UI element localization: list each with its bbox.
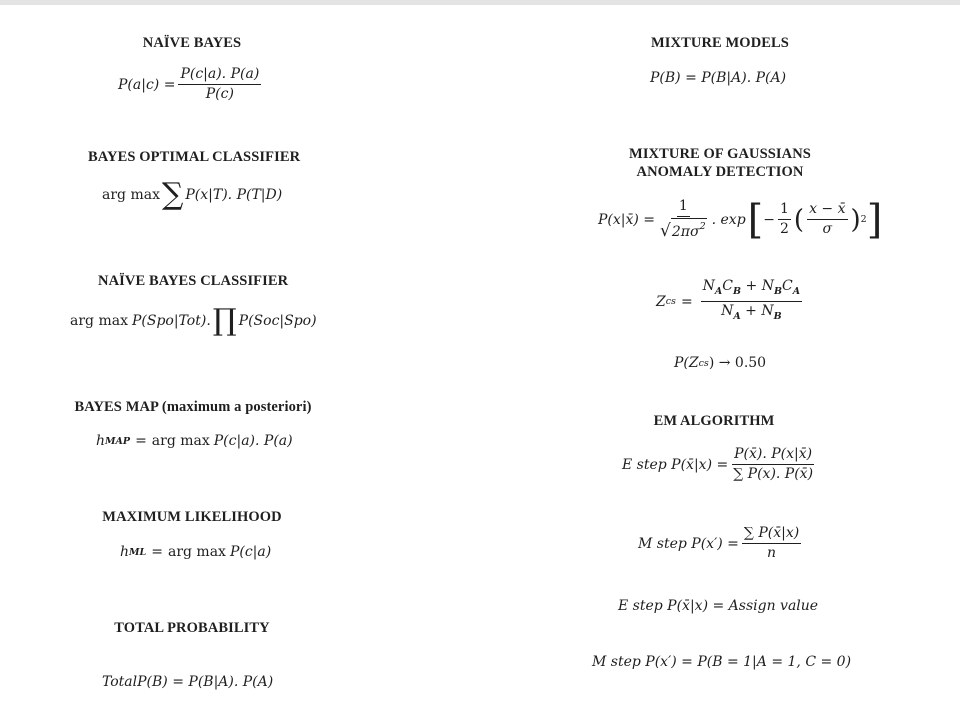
mixture-models-heading: MIXTURE MODELS [651,35,789,51]
em-mstep-formula [638,525,804,562]
bayes-optimal-formula [102,177,283,212]
mixture-models-text: P(B) = P(B|A). P(A) [650,70,787,86]
argmax-label: arg max [102,187,160,203]
pzcs-formula [674,355,766,371]
z-numerator: x − x̄ [807,201,847,220]
naive-bayes-denominator: P(c) [205,86,234,102]
product-symbol: ∏ [212,303,237,338]
zcs-denominator: $N_A + N_B$ [721,303,782,322]
mstep-fraction [742,525,801,562]
minus-sign: − [763,211,775,228]
naive-bayes-numerator: P(c|a). P(a) [178,66,261,85]
ml-subscript: ML [129,546,147,558]
em-mstep-assign [592,654,851,670]
h-symbol: h [96,433,106,449]
argmax-label: arg max [70,313,128,329]
equals-sign: = [135,433,147,449]
estep-numerator: P(x̄). P(x|x̄) [732,446,814,465]
half-denominator: 2 [780,221,789,237]
gaussians-heading-line1: MIXTURE OF GAUSSIANS [629,146,811,162]
total-probability-text: TotalP(B) = P(B|A). P(A) [102,674,274,690]
max-likelihood-heading: MAXIMUM LIKELIHOOD [102,509,282,525]
estep-assign-text: E step P(x̄|x) = Assign value [618,598,819,614]
mixture-models-formula [650,70,786,86]
sqrt-radicand: 2πσ [671,224,700,240]
mstep-assign-text: M step P(x′) = P(B = 1|A = 1, C = 0) [592,654,852,670]
bayes-map-heading: BAYES MAP (maximum a posteriori) [74,399,312,415]
sigma-exponent: 2 [699,221,706,232]
gaussians-heading-line2: ANOMALY DETECTION [636,164,804,180]
page-top-edge [0,0,960,5]
mstep-numerator: ∑ P(x̄|x) [742,525,801,544]
max-likelihood-formula [120,544,271,560]
zcs-fraction [701,278,802,325]
naive-bayes-heading: NAÏVE BAYES [142,35,242,51]
max-likelihood-body: P(c|a) [229,544,272,560]
em-algorithm-heading: EM ALGORITHM [653,413,775,429]
half-fraction [778,201,791,238]
exp-label: . exp [711,211,746,228]
gaussian-norm-numerator: 1 [677,198,690,217]
pzcs-rhs: ) → 0.50 [708,355,767,371]
cs-subscript: cs [698,357,709,369]
z-symbol: Z [656,293,666,310]
map-subscript: MAP [105,435,131,447]
equals-sign: = [151,544,163,560]
naive-classifier-heading: NAÏVE BAYES CLASSIFIER [98,273,289,289]
em-estep-formula [622,446,818,483]
half-numerator: 1 [778,201,791,220]
bayes-map-body: P(c|a). P(a) [213,433,293,449]
mstep-lhs: M step P(x′) = [638,535,739,552]
outer-exponent: 2 [860,214,867,225]
gaussian-norm-fraction [658,198,709,241]
estep-fraction [731,446,815,483]
zcs-numerator: $N_AC_B + N_BC_A$ [701,278,802,302]
naive-classifier-part1: P(Spo|Tot). [131,313,211,329]
left-paren: ( [793,204,805,235]
sum-symbol: ∑ [161,177,184,212]
bayes-optimal-body: P(x|T). P(T|D) [185,187,283,203]
estep-lhs: E step P(x̄|x) = [622,456,729,473]
naive-bayes-formula [118,66,264,103]
pzcs-lhs: P(Z [674,355,699,371]
cs-subscript: cs [665,296,676,307]
argmax-label: arg max [167,544,226,560]
gaussian-lhs: P(x|x̄) = [598,211,656,228]
mstep-denominator: n [767,545,777,561]
estep-denominator: ∑ P(x). P(x̄) [733,466,814,482]
h-symbol: h [120,544,130,560]
sqrt-symbol: √ $2\pi\sigma^2$ [660,218,707,240]
z-fraction [807,201,847,238]
equals-sign: = [680,293,693,310]
right-paren: ) [850,204,861,235]
bayes-map-formula [96,433,293,449]
em-estep-assign [618,598,818,614]
naive-bayes-lhs: P(a|c) = [118,76,176,93]
left-bracket: [ [747,196,764,243]
bayes-optimal-heading: BAYES OPTIMAL CLASSIFIER [88,149,301,165]
naive-bayes-fraction [178,66,261,103]
z-denominator: σ [822,221,833,237]
zcs-formula [656,278,805,325]
gaussian-formula [598,198,882,241]
naive-classifier-part2: P(Soc|Spo) [238,313,317,329]
naive-classifier-formula [70,303,317,338]
total-probability-heading: TOTAL PROBABILITY [114,620,270,636]
argmax-label: arg max [151,433,210,449]
total-probability-formula [102,674,273,690]
right-bracket: ] [866,196,883,243]
